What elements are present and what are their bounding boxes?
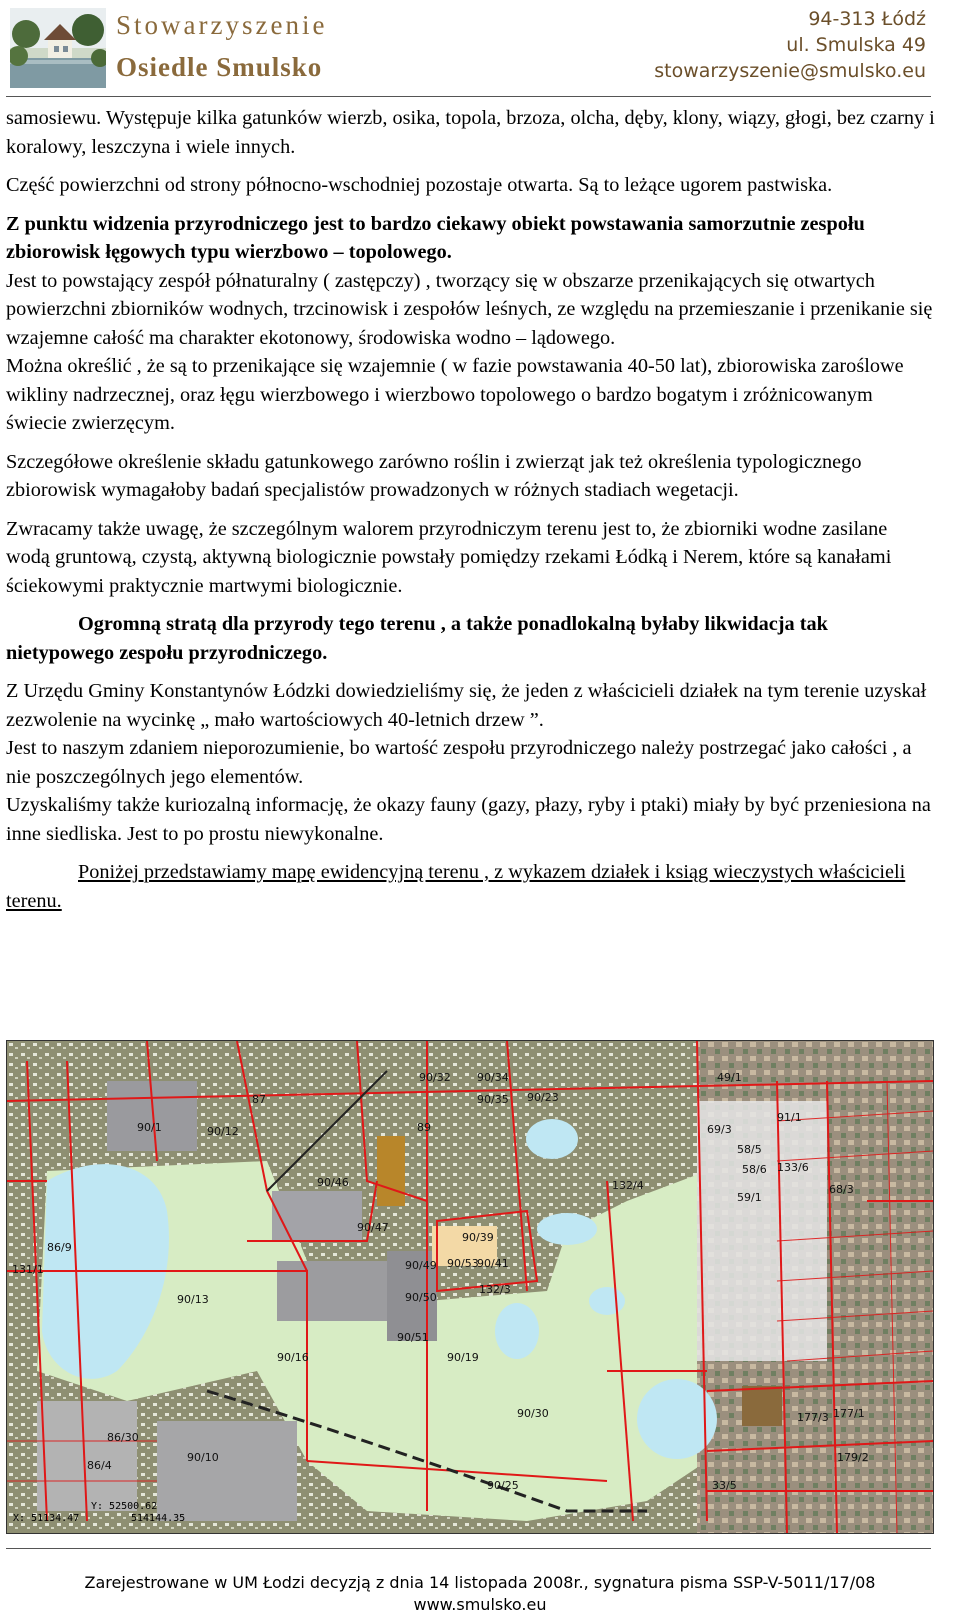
contact-block (654, 6, 926, 84)
logo-image (10, 8, 106, 88)
parcel-label: 58/6 (742, 1163, 767, 1176)
map-coordinate-label: 514144.35 (131, 1513, 186, 1524)
postal-address: 94-313 Łódź (808, 8, 926, 30)
parcel-label: 90/1 (137, 1121, 162, 1134)
parcel-label: 90/25 (487, 1479, 519, 1492)
parcel-label: 87 (252, 1093, 266, 1106)
paragraph-species: samosiewu. Występuje kilka gatunków wierzb, osika, topola, brzoza, olcha, dęby, klony, wiązy, głogi, bez czarny i koralowy, leszczyna i wiele innych. (6, 107, 935, 158)
email-address[interactable]: stowarzyszenie@smulsko.eu (654, 60, 926, 82)
parcel-label: 90/41 (477, 1257, 509, 1270)
parcel-label: 91/1 (777, 1111, 802, 1124)
paragraph-open-area: Część powierzchni od strony północno-wschodniej pozostaje otwarta. Są to leżące ugorem pastwiska. (6, 174, 833, 196)
map-coordinate-label: Y: 52500.62 (91, 1501, 158, 1512)
header-rule (6, 96, 931, 97)
parcel-label: 90/16 (277, 1351, 309, 1364)
page-header (0, 0, 960, 94)
parcel-label: 132/4 (612, 1179, 644, 1192)
paragraph-loss: Ogromną stratą dla przyrody tego terenu , a także ponadlokalną byłaby likwidacja tak nietypowego zespołu przyrodniczego. (6, 613, 828, 664)
paragraph-fauna: Uzyskaliśmy także kuriozalną informację, że okazy fauny (gazy, płazy, ryby i ptaki) miały by być przeniesiona na inne siedliska. Jest to po prostu niewykonalne. (6, 794, 931, 845)
parcel-label: 177/1 (833, 1407, 865, 1420)
parcel-label: 58/5 (737, 1143, 762, 1156)
street-address: ul. Smulska 49 (786, 34, 926, 56)
map-coordinate-label: X: 51134.47 (13, 1513, 80, 1524)
parcel-label: 90/47 (357, 1221, 389, 1234)
registration-note: Zarejestrowane w UM Łodzi decyzją z dnia 14 listopada 2008r., sygnatura pisma SSP-V-5011/17/08 (84, 1573, 876, 1592)
footer-rule (6, 1548, 931, 1549)
parcel-label: 90/13 (177, 1293, 209, 1306)
page-footer (0, 1572, 960, 1616)
parcel-label: 90/50 (405, 1291, 437, 1304)
parcel-label: 177/3 (797, 1411, 829, 1424)
parcel-label: 90/32 (419, 1071, 451, 1084)
parcel-label: 86/4 (87, 1459, 112, 1472)
paragraph-communities: Można określić , że są to przenikające się wzajemnie ( w fazie powstawania 40-50 lat), zbiorowiska zaroślowe wikliny nadrzecznej, oraz łęgu wierzbowego i wierzbowo topolowego o bardzo bogatym i zróżnicowanym świecie zwierzęcym. (6, 355, 904, 434)
parcel-label: 59/1 (737, 1191, 762, 1204)
parcel-label: 90/49 (405, 1259, 437, 1272)
paragraph-map-intro: Poniżej przedstawiamy mapę ewidencyjną terenu , z wykazem działek i ksiąg wieczystych właścicieli terenu. (6, 861, 906, 912)
parcel-label: 90/46 (317, 1176, 349, 1189)
parcel-label: 179/2 (837, 1451, 869, 1464)
paragraph-ecotone: Jest to powstający zespół półnaturalny ( zastępczy) , tworzący się w obszarze przenikających się otwartych powierzchni zbiorników wodnych, trzcinowisk i zespołów leśnych, ze względu na przemieszanie i przenikanie się wzajemne całość ma charakter ekotonowy, środowiska wodno – lądowego. (6, 269, 933, 349)
parcel-label: 89 (417, 1121, 431, 1134)
document-body (6, 104, 936, 915)
parcel-label: 90/19 (447, 1351, 479, 1364)
parcel-label: 132/3 (479, 1283, 511, 1296)
paragraph-water: Zwracamy także uwagę, że szczególnym walorem przyrodniczym terenu jest to, że zbiorniki wodne zasilane wodą gruntową, czystą, aktywną biologicznie powstały pomiędzy rzekami Łódką i Nerem, które są kanałami ściekowymi praktycznie martwymi biologicznie. (6, 517, 892, 597)
parcel-label: 86/30 (107, 1431, 139, 1444)
paragraph-misunderstanding: Jest to naszym zdaniem nieporozumienie, bo wartość zespołu przyrodniczego należy postrzegać jako całości , a nie poszczególnych jego elementów. (6, 737, 912, 788)
parcel-label: 90/30 (517, 1407, 549, 1420)
parcel-label: 90/51 (397, 1331, 429, 1344)
parcel-label: 68/3 (829, 1183, 854, 1196)
paragraph-research: Szczegółowe określenie składu gatunkowego zarówno roślin i zwierząt jak też określenia typologicznego zbiorowisk wymagałoby badań specjalistów prowadzonych w różnych stadiach wegetacji. (6, 450, 862, 501)
parcel-label: 133/6 (777, 1161, 809, 1174)
parcel-label: 90/35 (477, 1093, 509, 1106)
parcel-label: 33/5 (712, 1479, 737, 1492)
parcel-label: 90/23 (527, 1091, 559, 1104)
parcel-label: 49/1 (717, 1071, 742, 1084)
parcel-label: 90/12 (207, 1125, 239, 1138)
paragraph-nature-view: Z punktu widzenia przyrodniczego jest to bardzo ciekawy obiekt powstawania samorzutnie zespołu zbiorowisk łęgowych typu wierzbowo – topolowego. (6, 212, 865, 263)
parcel-label: 131/1 (12, 1263, 44, 1276)
map-graphic (7, 1041, 933, 1533)
org-name-line1: Stowarzyszenie (116, 10, 328, 40)
parcel-label: 90/34 (477, 1071, 509, 1084)
org-name-line2: Osiedle Smulsko (116, 52, 323, 82)
parcel-label: 90/10 (187, 1451, 219, 1464)
parcel-label: 90/39 (462, 1231, 494, 1244)
website-link[interactable]: www.smulsko.eu (413, 1595, 547, 1614)
parcel-label: 90/53 (447, 1257, 479, 1270)
cadastral-map (6, 1040, 934, 1534)
parcel-label: 86/9 (47, 1241, 72, 1254)
paragraph-permit: Z Urzędu Gminy Konstantynów Łódzki dowiedzieliśmy się, że jeden z właścicieli działek na tym terenie uzyskał zezwolenie na wycinkę „ mało wartościowych 40-letnich drzew ”. (6, 680, 927, 731)
parcel-label: 69/3 (707, 1123, 732, 1136)
